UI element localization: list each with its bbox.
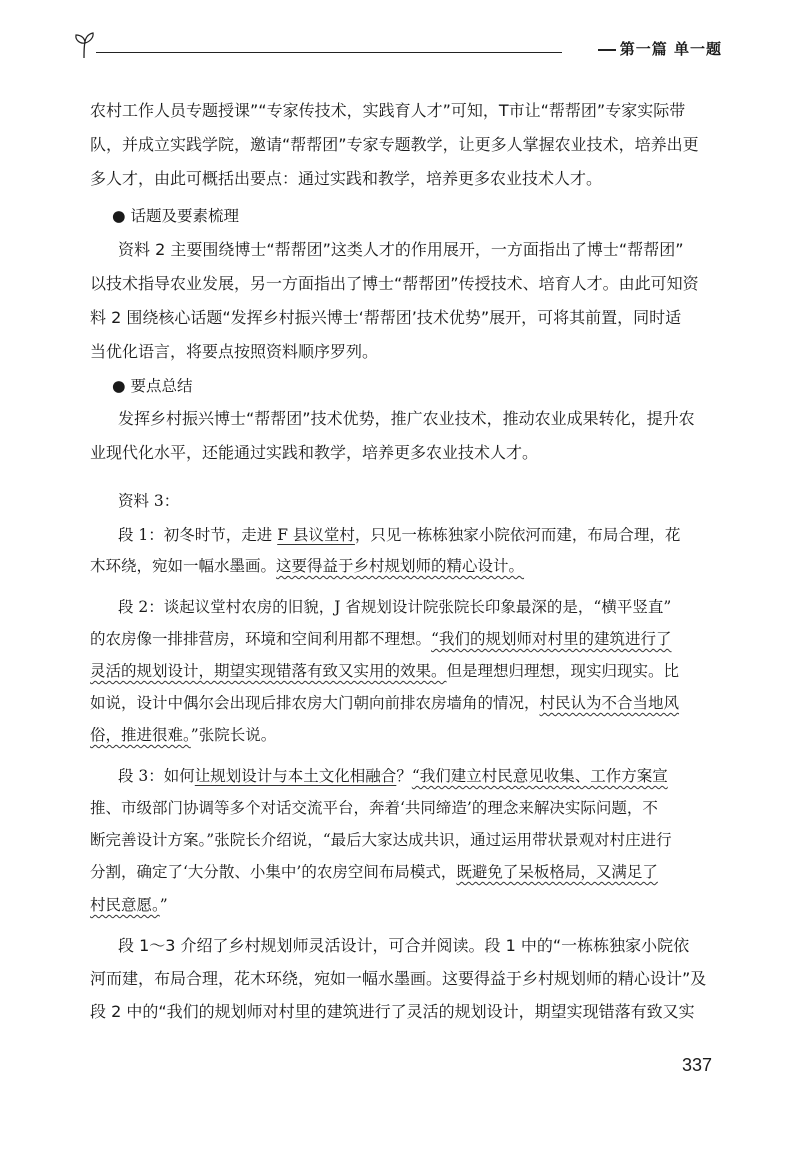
text-line: 河而建，布局合理，花木环绕，宛如一幅水墨画。这要得益于乡村规划师的精心设计”及 bbox=[90, 969, 707, 988]
wavy-underlined-run: 既避免了呆板格局，又满足了 bbox=[456, 863, 658, 881]
text-line: 段 2 中的“我们的规划师对村里的建筑进行了灵活的规划设计，期望实现错落有致又实 bbox=[90, 1002, 695, 1021]
quote-line bbox=[90, 828, 672, 850]
quote-line bbox=[90, 893, 168, 915]
section-heading: ● 要点总结 bbox=[112, 377, 193, 395]
wavy-underlined-run: 村民认为不合当地风 bbox=[539, 694, 680, 712]
running-header bbox=[72, 30, 722, 66]
underlined-run: 让规划设计与本土文化相融合 bbox=[194, 767, 397, 785]
text-run: ？ bbox=[396, 767, 412, 785]
quote-line bbox=[90, 860, 658, 882]
text-line: 资料 2 主要围绕博士“帮帮团”这类人才的作用展开，一方面指出了博士“帮帮团” bbox=[118, 240, 684, 259]
text-run: 的农房像一排排营房，环境和空间利用都不理想。 bbox=[90, 630, 432, 648]
text-line: 以技术指导农业发展，另一方面指出了博士“帮帮团”传授技术、培育人才。由此可知资 bbox=[90, 274, 699, 293]
wavy-underlined-run: 村民意愿。 bbox=[90, 896, 160, 914]
wavy-underlined-run: 俗，推进很难。 bbox=[90, 726, 191, 744]
text-run: 段 3：如何 bbox=[118, 767, 195, 785]
quote-line bbox=[90, 723, 276, 745]
text-line: 队，并成立实践学院，邀请“帮帮团”专家专题教学，让更多人掌握农业技术，培养出更 bbox=[90, 135, 699, 154]
text-line: 多人才，由此可概括出要点：通过实践和教学，培养更多农业技术人才。 bbox=[90, 169, 603, 188]
section-heading: ● 话题及要素梳理 bbox=[112, 207, 239, 225]
quote-line bbox=[118, 764, 668, 786]
wavy-underlined-run: “我们建立村民意见收集、工作方案宣 bbox=[411, 767, 668, 785]
text-run: ”张院长说。 bbox=[190, 726, 277, 744]
text-run: ，只见一栋栋独家小院依河而建，布局合理，花 bbox=[354, 526, 681, 544]
text-line: 业现代化水平，还能通过实践和教学，培养更多农业技术人才。 bbox=[90, 443, 539, 462]
page-number: 337 bbox=[681, 1055, 712, 1075]
chapter-title: 第一篇 单一题 bbox=[598, 38, 722, 59]
quote-line bbox=[118, 523, 680, 545]
text-line: 料 2 围绕核心话题“发挥乡村振兴博士‘帮帮团’技术优势”展开，可将其前置，同时适 bbox=[90, 308, 682, 327]
text-run: 段 1：初冬时节，走进 bbox=[118, 526, 278, 544]
wavy-underlined-run: “我们的规划师对村里的建筑进行了 bbox=[431, 630, 672, 648]
text-line: 发挥乡村振兴博士“帮帮团”技术优势，推广农业技术，推动农业成果转化，提升农 bbox=[118, 409, 695, 428]
text-run: ” bbox=[159, 896, 168, 914]
quote-line bbox=[90, 691, 679, 713]
text-line: 农村工作人员专题授课”“专家传技术，实践育人才”可知，T市让“帮帮团”专家实际带 bbox=[90, 101, 686, 120]
quote-line bbox=[90, 659, 679, 681]
header-rule bbox=[96, 52, 562, 53]
wavy-underlined-run: 灵活的规划设计，期望实现错落有致又实用的效果。 bbox=[90, 662, 447, 680]
quote-line bbox=[90, 554, 524, 576]
underlined-run: F 县议堂村 bbox=[277, 526, 355, 544]
quote-line: 段 2：谈起议堂村农房的旧貌，J 省规划设计院张院长印象最深的是，“横平竖直” bbox=[118, 598, 672, 616]
text-run: 断完善设计方案。 bbox=[90, 831, 207, 849]
sprout-icon bbox=[72, 30, 98, 60]
quote-line: 推、市级部门协调等多个对话交流平台，奔着‘共同缔造’的理念来解决实际问题，不 bbox=[90, 799, 658, 817]
material-title: 资料 3： bbox=[118, 492, 180, 510]
text-run: 分割，确定了‘大分散、小集中’的农房空间布局模式， bbox=[90, 863, 457, 881]
text-run: 木环绕，宛如一幅水墨画。 bbox=[90, 557, 277, 575]
text-run: 如说，设计中偶尔会出现后排农房大门朝向前排农房墙角的情况， bbox=[90, 694, 540, 712]
text-line: 当优化语言，将要点按照资料顺序罗列。 bbox=[90, 342, 379, 361]
text-run: 但是理想归理想，现实归现实。比 bbox=[446, 662, 680, 680]
wavy-underlined-run: 这要得益于乡村规划师的精心设计。 bbox=[276, 557, 525, 575]
text-line: 段 1～3 介绍了乡村规划师灵活设计，可合并阅读。段 1 中的“一栋栋独家小院依 bbox=[118, 936, 690, 955]
quote-line bbox=[90, 627, 671, 649]
text-run: ”张院长介绍说，“最后大家达成共识，通过运用带状景观对村庄进行 bbox=[206, 831, 672, 849]
